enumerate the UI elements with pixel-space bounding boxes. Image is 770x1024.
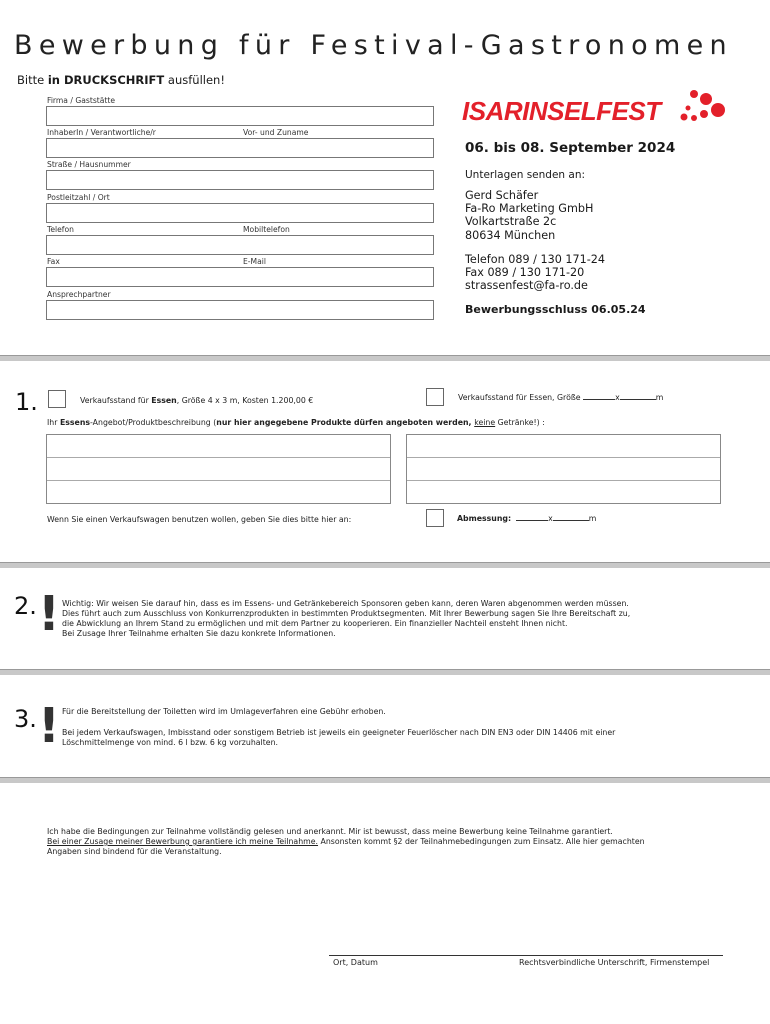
section-number-3: 3. bbox=[14, 705, 37, 733]
inhaber-field[interactable] bbox=[46, 138, 434, 158]
strasse-field[interactable] bbox=[46, 170, 434, 190]
ort-datum-label: Ort, Datum bbox=[333, 958, 378, 967]
abmessung-width-blank[interactable] bbox=[516, 520, 548, 521]
plz-field[interactable] bbox=[46, 203, 434, 223]
section-number-1: 1. bbox=[15, 388, 38, 416]
verkaufswagen-label: Wenn Sie einen Verkaufswagen benutzen wollen, geben Sie dies bitte hier an: bbox=[47, 515, 352, 524]
strasse-label: Straße / Hausnummer bbox=[47, 160, 131, 169]
table-row[interactable] bbox=[47, 481, 390, 504]
isarinselfest-logo bbox=[462, 88, 732, 128]
toilet-fee-notice: Für die Bereitstellung der Toiletten wird im Umlageverfahren eine Gebühr erhoben. bbox=[62, 707, 386, 716]
table-row[interactable] bbox=[407, 481, 720, 504]
email-label: E-Mail bbox=[243, 257, 266, 266]
ansprech-field[interactable] bbox=[46, 300, 434, 320]
product-description-label: Ihr Essens-Angebot/Produktbeschreibung (nur hier angegebene Produkte dürfen angeboten werden, keine Getränke!) : bbox=[47, 418, 545, 427]
terms-text: Ich habe die Bedingungen zur Teilnahme vollständig gelesen und anerkannt. Mir ist bewusst, dass meine Bewerbung keine Teilnahme garantiert. Bei einer Zusage meiner Bewerbung garantiere ich meine Teilnahme. Ansonsten kommt §2 der Teilnahmebedingungen zum Einsatz. Alle hier gemachten Angaben sind bindend für die Veranstaltung. bbox=[47, 827, 645, 856]
event-dates: 06. bis 08. September 2024 bbox=[465, 140, 676, 156]
vorname-label: Vor- und Zuname bbox=[243, 128, 309, 137]
firma-label: Firma / Gaststätte bbox=[47, 96, 116, 105]
deadline: Bewerbungsschluss 06.05.24 bbox=[465, 303, 646, 316]
abmessung-length-blank[interactable] bbox=[553, 520, 589, 521]
telefon-label: Telefon bbox=[47, 225, 74, 234]
table-row[interactable] bbox=[407, 435, 720, 458]
product-table-right[interactable] bbox=[406, 434, 721, 504]
essen-custom-label: Verkaufsstand für Essen, Größe x m bbox=[458, 393, 664, 402]
section-divider bbox=[0, 562, 770, 568]
signature-line[interactable] bbox=[329, 955, 723, 956]
abmessung-row: Abmessung: x m bbox=[457, 514, 597, 523]
length-blank[interactable] bbox=[620, 399, 656, 400]
table-row[interactable] bbox=[47, 458, 390, 481]
signature-label: Rechtsverbindliche Unterschrift, Firmenstempel bbox=[519, 958, 710, 967]
address-block: Gerd Schäfer Fa-Ro Marketing GmbH Volkartstraße 2c 80634 München Telefon 089 / 130 171-24 Fax 089 / 130 171-20 strassenfest@fa-ro.de bbox=[465, 189, 606, 293]
section-divider bbox=[0, 355, 770, 361]
intro-text: Bitte in DRUCKSCHRIFT ausfüllen! bbox=[17, 73, 225, 87]
verkaufswagen-checkbox[interactable] bbox=[426, 509, 444, 527]
exclamation-icon: ! bbox=[38, 698, 60, 754]
plz-label: Postleitzahl / Ort bbox=[47, 193, 110, 202]
send-to-label: Unterlagen senden an: bbox=[465, 169, 586, 181]
section-number-2: 2. bbox=[14, 592, 37, 620]
inhaber-label: InhaberIn / Verantwortliche/r bbox=[47, 128, 156, 137]
logo-text: ISARINSELFEST bbox=[462, 96, 661, 126]
essen-custom-checkbox[interactable] bbox=[426, 388, 444, 406]
ansprech-label: Ansprechpartner bbox=[47, 290, 111, 299]
firma-field[interactable] bbox=[46, 106, 434, 126]
exclamation-icon: ! bbox=[38, 586, 60, 642]
section-divider bbox=[0, 669, 770, 675]
page-title: Bewerbung für Festival-Gastronomen bbox=[14, 30, 733, 61]
fire-extinguisher-notice: Bei jedem Verkaufswagen, Imbisstand oder sonstigem Betrieb ist jeweils ein geeigneter Feuerlöscher nach DIN EN3 oder DIN 14406 mit einer Löschmittelmenge von mind. 6 l bzw. 6 kg vorzuhalten. bbox=[62, 728, 616, 747]
essen-fixed-checkbox[interactable] bbox=[48, 390, 66, 408]
width-blank[interactable] bbox=[583, 399, 615, 400]
table-row[interactable] bbox=[407, 458, 720, 481]
section-divider bbox=[0, 777, 770, 783]
fax-field[interactable] bbox=[46, 267, 434, 287]
mobil-label: Mobiltelefon bbox=[243, 225, 290, 234]
telefon-field[interactable] bbox=[46, 235, 434, 255]
product-table-left[interactable] bbox=[46, 434, 391, 504]
table-row[interactable] bbox=[47, 435, 390, 458]
essen-fixed-label: Verkaufsstand für Essen, Größe 4 x 3 m, Kosten 1.200,00 € bbox=[80, 396, 314, 405]
fax-label: Fax bbox=[47, 257, 60, 266]
sponsor-notice: Wichtig: Wir weisen Sie darauf hin, dass es im Essens- und Getränkebereich Sponsoren geben kann, deren Waren abgenommen werden müssen. Dies führt auch zum Ausschluss von Konkurrenzprodukten in bestimmten Produktsegmenten. Mit Ihrer Bewerbung sagen Sie Ihre Bereitschaft zu, die Abwicklung an Ihrem Stand zu ermöglichen und mit dem Partner zu kooperieren. Ein finanzieller Nachteil ensteht Ihnen nicht. Bei Zusage Ihrer Teilnahme erhalten Sie dazu konkrete Informationen. bbox=[62, 599, 631, 638]
